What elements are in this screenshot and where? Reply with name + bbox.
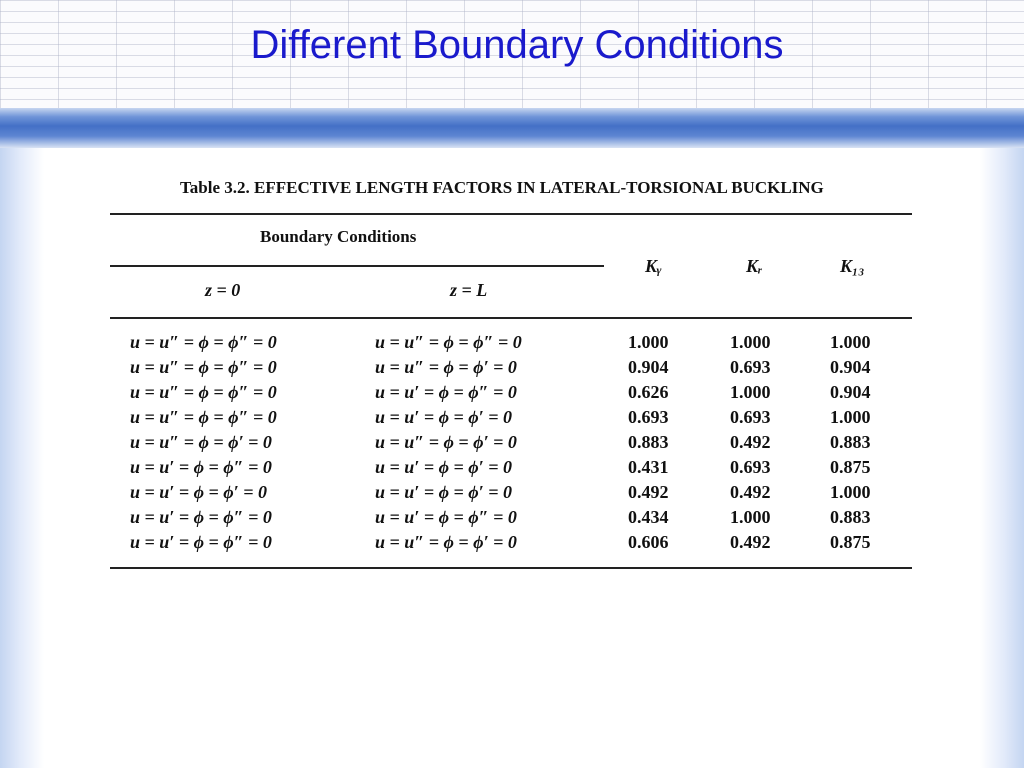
table-row — [110, 380, 912, 405]
kz-header: Kᵣ — [746, 256, 763, 276]
k13-value: 0.904 — [830, 382, 871, 402]
ky-value: 0.431 — [628, 457, 669, 477]
k13-value: 0.875 — [830, 532, 871, 552]
ky-value: 0.492 — [628, 482, 669, 502]
k13-value: 1.000 — [830, 482, 871, 502]
slide-title: Different Boundary Conditions — [250, 23, 784, 67]
k13-value: 1.000 — [830, 332, 871, 352]
table-caption: Table 3.2. EFFECTIVE LENGTH FACTORS IN LATERAL-TORSIONAL BUCKLING — [180, 178, 824, 197]
zl-condition: u = u′ = ϕ = ϕ′ = 0 — [375, 482, 513, 502]
ky-value: 0.434 — [628, 507, 669, 527]
kz-value: 0.693 — [730, 457, 771, 477]
z0-condition: u = u″ = ϕ = ϕ″ = 0 — [130, 332, 277, 352]
zl-condition: u = u′ = ϕ = ϕ′ = 0 — [375, 407, 513, 427]
table-row — [110, 505, 912, 530]
z0-condition: u = u″ = ϕ = ϕ″ = 0 — [130, 407, 277, 427]
k13-value: 0.883 — [830, 432, 871, 452]
header-bottom-rule — [110, 317, 912, 319]
zl-condition: u = u″ = ϕ = ϕ′ = 0 — [375, 357, 517, 377]
zl-condition: u = u′ = ϕ = ϕ′ = 0 — [375, 457, 513, 477]
z0-condition: u = u″ = ϕ = ϕ″ = 0 — [130, 382, 277, 402]
zl-header: z = L — [450, 280, 488, 300]
ky-value: 1.000 — [628, 332, 669, 352]
right-edge-shade — [980, 148, 1024, 768]
zl-condition: u = u″ = ϕ = ϕ′ = 0 — [375, 532, 517, 552]
kz-value: 1.000 — [730, 507, 771, 527]
table-row — [110, 455, 912, 480]
boundary-sub-rule — [110, 265, 604, 267]
effective-length-table — [110, 170, 912, 580]
table-row — [110, 530, 912, 555]
left-edge-shade — [0, 148, 44, 768]
ky-value: 0.606 — [628, 532, 669, 552]
header-divider-bar — [0, 108, 1024, 148]
table-row — [110, 355, 912, 380]
kz-value: 0.693 — [730, 407, 771, 427]
k13-value: 0.904 — [830, 357, 871, 377]
zl-condition: u = u′ = ϕ = ϕ″ = 0 — [375, 382, 517, 402]
zl-condition: u = u″ = ϕ = ϕ″ = 0 — [375, 332, 522, 352]
kz-value: 0.492 — [730, 532, 771, 552]
z0-condition: u = u′ = ϕ = ϕ′ = 0 — [130, 482, 268, 502]
table-row — [110, 430, 912, 455]
z0-condition: u = u′ = ϕ = ϕ″ = 0 — [130, 532, 272, 552]
kz-value: 0.492 — [730, 482, 771, 502]
kz-value: 0.693 — [730, 357, 771, 377]
k13-value: 1.000 — [830, 407, 871, 427]
kz-value: 0.492 — [730, 432, 771, 452]
kz-value: 1.000 — [730, 332, 771, 352]
ky-value: 0.883 — [628, 432, 669, 452]
k13-value: 0.875 — [830, 457, 871, 477]
z0-header: z = 0 — [205, 280, 241, 300]
table-row — [110, 405, 912, 430]
z0-condition: u = u′ = ϕ = ϕ″ = 0 — [130, 457, 272, 477]
ky-value: 0.904 — [628, 357, 669, 377]
ky-value: 0.626 — [628, 382, 669, 402]
table-body — [110, 330, 912, 555]
ky-value: 0.693 — [628, 407, 669, 427]
z0-condition: u = u′ = ϕ = ϕ″ = 0 — [130, 507, 272, 527]
ky-header: Kᵧ — [645, 256, 662, 276]
k13-value: 0.883 — [830, 507, 871, 527]
boundary-conditions-header: Boundary Conditions — [260, 227, 417, 246]
k13-header: K₁₃ — [840, 256, 865, 276]
table-top-rule — [110, 213, 912, 215]
zl-condition: u = u′ = ϕ = ϕ″ = 0 — [375, 507, 517, 527]
z0-condition: u = u″ = ϕ = ϕ″ = 0 — [130, 357, 277, 377]
z0-condition: u = u″ = ϕ = ϕ′ = 0 — [130, 432, 272, 452]
zl-condition: u = u″ = ϕ = ϕ′ = 0 — [375, 432, 517, 452]
table-row — [110, 480, 912, 505]
table-row — [110, 330, 912, 355]
kz-value: 1.000 — [730, 382, 771, 402]
table-bottom-rule — [110, 567, 912, 569]
